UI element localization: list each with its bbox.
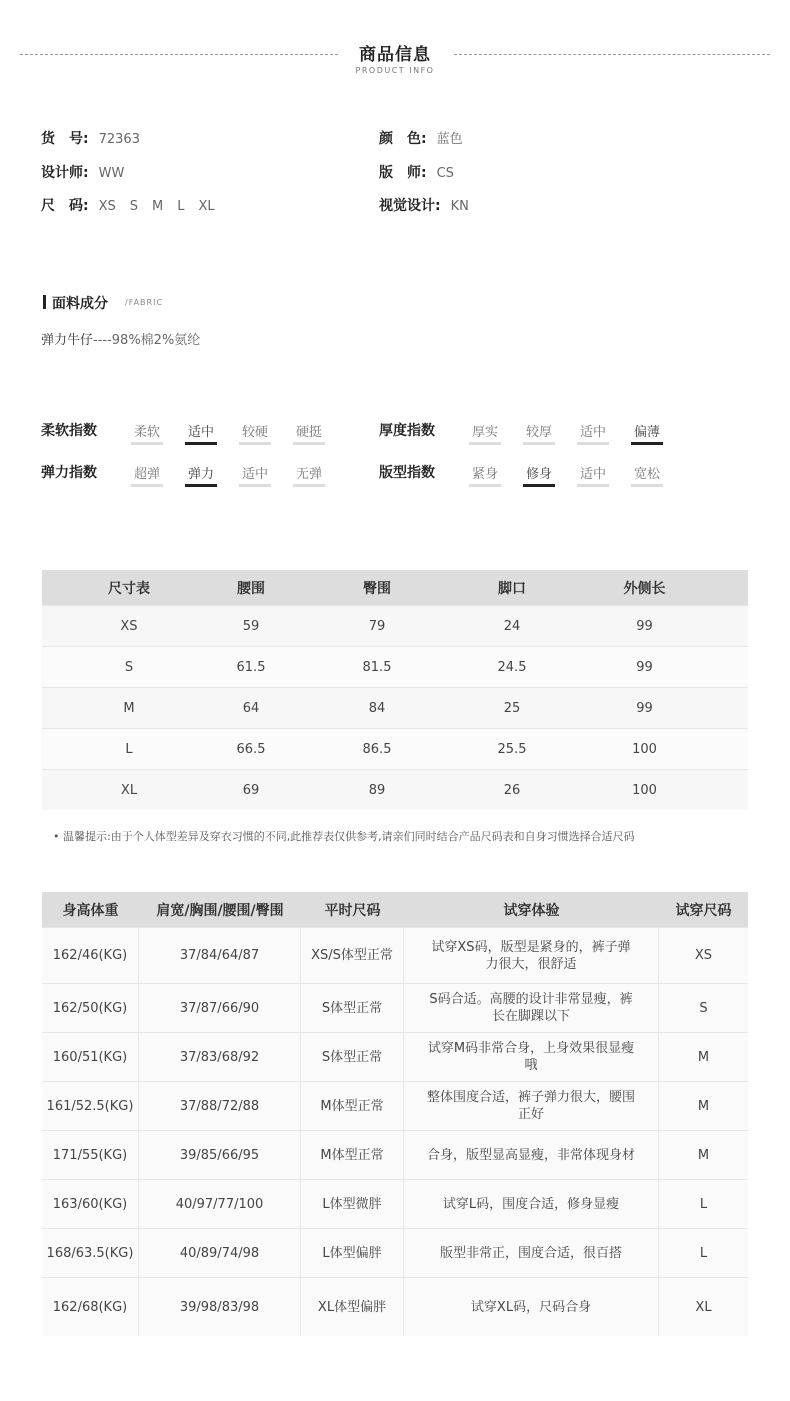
info-item-no <box>41 128 140 148</box>
index-option: 柔软 <box>131 421 163 445</box>
size-option: S <box>129 199 139 214</box>
size-table-row <box>42 769 748 810</box>
tryon-table-cell: 37/87/66/90 <box>139 984 301 1032</box>
size-option: M <box>152 199 164 214</box>
tryon-table-row <box>42 1179 748 1228</box>
size-option: L <box>177 199 185 214</box>
page-title: 商品信息 <box>359 45 431 65</box>
size-table-header-cell: 尺寸表 <box>108 580 150 597</box>
tryon-table-cell: 161/52.5(KG) <box>42 1082 139 1130</box>
index-option-selected: 适中 <box>185 421 217 445</box>
size-table-cell: 99 <box>636 659 653 675</box>
fabric-subtitle: /FABRIC <box>125 298 164 307</box>
size-tip: • 温馨提示:由于个人体型差异及穿衣习惯的不同,此推荐表仅供参考,请亲们同时结合产品尺码表和自身习惯选择合适尺码 <box>53 830 635 843</box>
index-option: 无弹 <box>293 463 325 487</box>
pattern-maker-label: 版 师: <box>379 165 427 181</box>
tryon-table-cell: L体型偏胖 <box>301 1229 404 1277</box>
size-table-cell: 26 <box>503 782 521 798</box>
tryon-table-cell: 37/84/64/87 <box>139 928 301 983</box>
size-table <box>42 570 748 810</box>
size-table-cell: M <box>123 700 135 716</box>
index-option: 适中 <box>239 463 271 487</box>
tryon-table-row <box>42 1130 748 1179</box>
tryon-table-cell: 试穿L码，围度合适，修身显瘦 <box>404 1180 659 1228</box>
designer-label: 设计师: <box>41 165 89 181</box>
tryon-table-cell: 39/98/83/98 <box>139 1278 301 1336</box>
tryon-table-cell: M体型正常 <box>301 1082 404 1130</box>
size-table-cell: 100 <box>632 741 657 757</box>
size-table-cell: 69 <box>242 782 260 798</box>
tryon-table-cell: S体型正常 <box>301 984 404 1032</box>
tryon-table-cell: S码合适。高腰的设计非常显瘦，裤长在脚踝以下 <box>404 984 659 1032</box>
tryon-table-row <box>42 1081 748 1130</box>
tryon-table-cell: 版型非常正，围度合适，很百搭 <box>404 1229 659 1277</box>
fabric-title: 面料成分 <box>52 296 108 312</box>
size-table-cell: 24.5 <box>497 659 527 675</box>
tryon-table-cell: 162/46(KG) <box>42 928 139 983</box>
size-option: XS <box>98 199 116 214</box>
size-table-header <box>42 570 748 605</box>
index-option: 厚实 <box>469 421 501 445</box>
tryon-table-cell: 162/68(KG) <box>42 1278 139 1336</box>
tryon-table-cell: 37/83/68/92 <box>139 1033 301 1081</box>
tryon-table-row <box>42 1277 748 1336</box>
pattern-maker-value: CS <box>436 166 454 181</box>
size-label: 尺 码: <box>41 198 89 214</box>
tryon-table-cell: 试穿M码非常合身，上身效果很显瘦哦 <box>404 1033 659 1081</box>
tryon-table-header-cell: 平时尺码 <box>324 902 381 919</box>
info-size <box>41 195 229 215</box>
tryon-table-cell: 162/50(KG) <box>42 984 139 1032</box>
tryon-table-cell: XL体型偏胖 <box>301 1278 404 1336</box>
color-value: 蓝色 <box>436 132 463 147</box>
info-color <box>379 128 463 148</box>
index-option: 适中 <box>577 463 609 487</box>
size-table-cell: L <box>125 741 133 757</box>
fabric-composition <box>41 329 200 348</box>
size-table-cell: 64 <box>242 700 260 716</box>
size-table-cell: S <box>124 659 134 675</box>
index-label: 厚度指数 <box>379 423 435 439</box>
fabric-name: 弹力牛仔 <box>41 333 94 348</box>
tryon-table-cell: M <box>697 1098 710 1114</box>
tryon-table-cell: 160/51(KG) <box>42 1033 139 1081</box>
size-table-row <box>42 728 748 769</box>
tryon-table-header <box>42 892 748 927</box>
tryon-table-cell: 37/88/72/88 <box>139 1082 301 1130</box>
size-table-cell: 100 <box>632 782 657 798</box>
size-table-cell: 86.5 <box>362 741 392 757</box>
index-option-selected: 修身 <box>523 463 555 487</box>
fabric-marker <box>43 295 46 309</box>
size-table-header-cell: 脚口 <box>498 580 526 597</box>
tryon-table-cell: L <box>699 1245 708 1261</box>
tryon-table-header-cell: 试穿体验 <box>503 902 560 919</box>
size-table-cell: 99 <box>636 618 653 634</box>
tryon-table-header-cell: 试穿尺码 <box>675 902 732 919</box>
tryon-table-header-cell: 肩宽/胸围/腰围/臀围 <box>156 902 284 919</box>
size-option: XL <box>198 199 215 214</box>
tryon-table-row <box>42 1228 748 1277</box>
tryon-table-row <box>42 1032 748 1081</box>
item-no-value: 72363 <box>98 132 140 147</box>
tryon-table-row <box>42 983 748 1032</box>
color-label: 颜 色: <box>379 131 427 147</box>
tryon-table-cell: XS/S体型正常 <box>301 928 404 983</box>
info-designer <box>41 162 124 182</box>
visual-design-label: 视觉设计: <box>379 198 441 214</box>
index-label: 版型指数 <box>379 465 435 481</box>
tryon-table <box>42 892 748 1336</box>
size-table-cell: XL <box>120 782 138 798</box>
tryon-table-cell: M <box>697 1049 710 1065</box>
size-table-header-cell: 外侧长 <box>623 580 666 597</box>
index-option: 紧身 <box>469 463 501 487</box>
size-table-cell: 66.5 <box>236 741 266 757</box>
size-table-cell: 61.5 <box>236 659 266 675</box>
size-table-cell: XS <box>120 618 138 634</box>
tryon-table-cell: 39/85/66/95 <box>139 1131 301 1179</box>
tryon-table-cell: S体型正常 <box>301 1033 404 1081</box>
fabric-percent: ----98%棉2%氨纶 <box>93 333 201 348</box>
info-visual-design <box>379 195 469 215</box>
tryon-table-cell: 163/60(KG) <box>42 1180 139 1228</box>
index-option: 宽松 <box>631 463 663 487</box>
item-no-label: 货 号: <box>41 131 89 147</box>
index-option: 较厚 <box>523 421 555 445</box>
size-table-cell: 59 <box>242 618 260 634</box>
size-table-header-cell: 臀围 <box>363 580 391 597</box>
size-list <box>99 199 229 214</box>
tryon-table-cell: M <box>697 1147 710 1163</box>
tryon-table-cell: 40/97/77/100 <box>139 1180 301 1228</box>
index-option: 适中 <box>577 421 609 445</box>
index-option: 超弹 <box>131 463 163 487</box>
size-table-cell: 24 <box>503 618 521 634</box>
index-label: 柔软指数 <box>41 423 97 439</box>
tryon-table-row <box>42 927 748 983</box>
size-table-cell: 25.5 <box>497 741 527 757</box>
index-label: 弹力指数 <box>41 465 97 481</box>
size-table-cell: 99 <box>636 700 653 716</box>
index-option: 较硬 <box>239 421 271 445</box>
tryon-table-cell: 171/55(KG) <box>42 1131 139 1179</box>
tryon-table-cell: 试穿XS码，版型是紧身的，裤子弹力很大，很舒适 <box>404 928 659 983</box>
size-table-cell: 89 <box>368 782 386 798</box>
tryon-table-cell: 试穿XL码，尺码合身 <box>404 1278 659 1336</box>
size-table-cell: 84 <box>368 700 386 716</box>
index-option-selected: 偏薄 <box>631 421 663 445</box>
index-option: 硬挺 <box>293 421 325 445</box>
size-table-row <box>42 605 748 646</box>
tryon-table-cell: M体型正常 <box>301 1131 404 1179</box>
page-subtitle: PRODUCT INFO <box>355 66 435 75</box>
size-table-cell: 25 <box>503 700 521 716</box>
size-table-header-cell: 腰围 <box>237 580 265 597</box>
tryon-table-cell: 整体围度合适，裤子弹力很大，腰围正好 <box>404 1082 659 1130</box>
size-table-cell: 79 <box>368 618 386 634</box>
size-table-cell: 81.5 <box>362 659 392 675</box>
tryon-table-cell: XS <box>694 948 713 963</box>
designer-value: WW <box>98 166 125 181</box>
info-pattern-maker <box>379 162 454 182</box>
tryon-table-cell: L体型微胖 <box>301 1180 404 1228</box>
index-option-selected: 弹力 <box>185 463 217 487</box>
tryon-table-cell: XL <box>695 1299 712 1315</box>
size-table-row <box>42 687 748 728</box>
tryon-table-cell: 168/63.5(KG) <box>42 1229 139 1277</box>
tryon-table-header-cell: 身高体重 <box>62 902 119 919</box>
tryon-table-cell: 合身，版型显高显瘦，非常体现身材 <box>404 1131 659 1179</box>
tryon-table-cell: 40/89/74/98 <box>139 1229 301 1277</box>
tryon-table-cell: S <box>699 1000 708 1016</box>
tryon-table-cell: L <box>699 1196 708 1212</box>
visual-design-value: KN <box>450 199 469 214</box>
size-table-row <box>42 646 748 687</box>
